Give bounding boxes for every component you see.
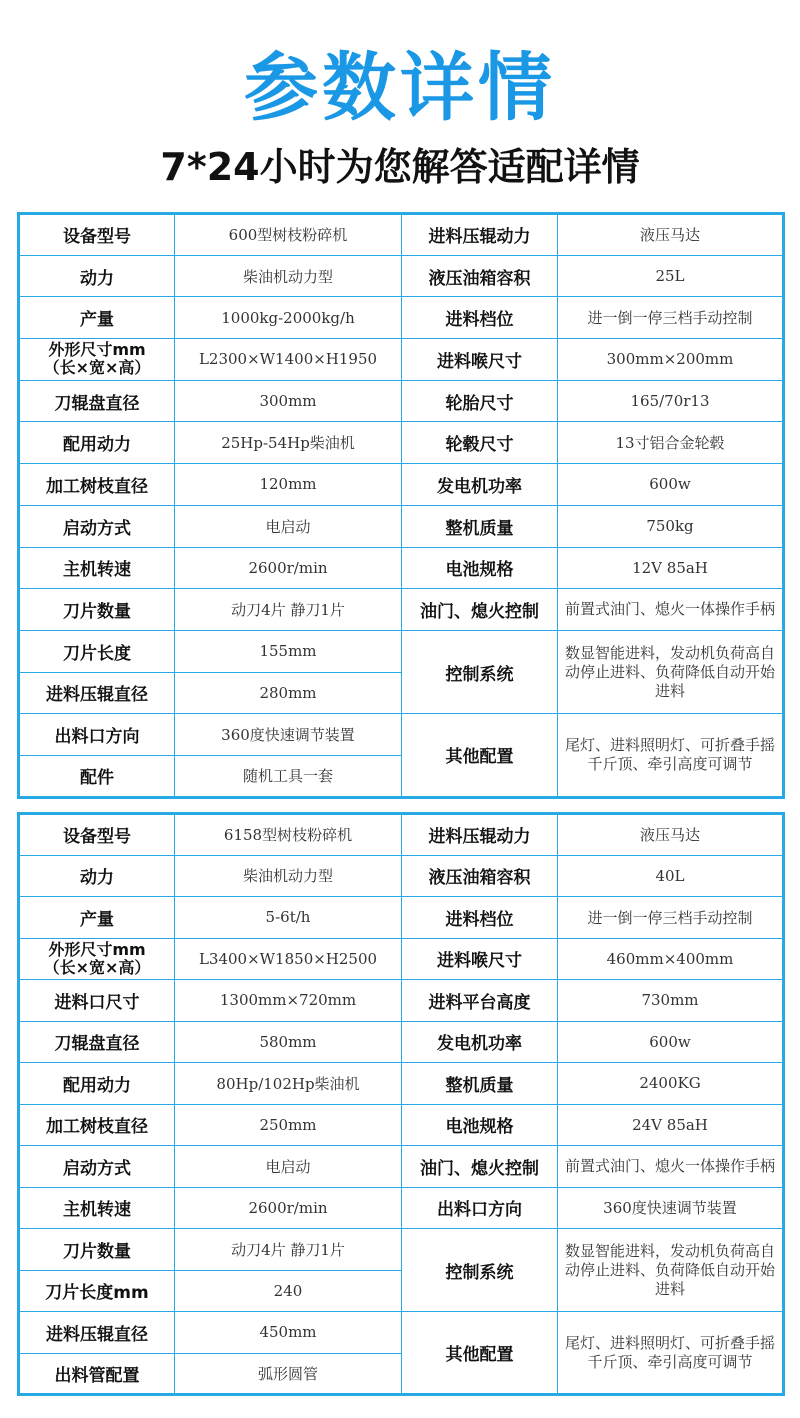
page-title: 参数详情: [244, 45, 556, 131]
spec-value: 24V 85aH: [558, 1104, 784, 1146]
spec-value: 进一倒一停三档手动控制: [558, 897, 784, 939]
spec-label: 发电机功率: [402, 464, 558, 506]
spec-label: 外形尺寸mm （长×宽×高）: [19, 339, 175, 381]
spec-label: 刀片长度: [19, 630, 175, 672]
spec-value: 80Hp/102Hp柴油机: [175, 1063, 402, 1105]
spec-value: 弧形圆管: [175, 1353, 402, 1395]
spec-label: 启动方式: [19, 505, 175, 547]
spec-label: 设备型号: [19, 814, 175, 856]
spec-label: 液压油箱容积: [402, 255, 558, 297]
spec-label: 进料压辊动力: [402, 214, 558, 256]
spec-label: 刀片数量: [19, 589, 175, 631]
spec-label: 进料喉尺寸: [402, 339, 558, 381]
spec-value: 随机工具一套: [175, 755, 402, 797]
table-row: [19, 464, 784, 506]
spec-label: 其他配置: [402, 714, 558, 797]
spec-value: 液压马达: [558, 814, 784, 856]
spec-value: 600型树枝粉碎机: [175, 214, 402, 256]
spec-label: 控制系统: [402, 1229, 558, 1312]
spec-value: 25L: [558, 255, 784, 297]
spec-value: 750kg: [558, 505, 784, 547]
spec-value: L2300×W1400×H1950: [175, 339, 402, 381]
spec-label: 产量: [19, 897, 175, 939]
spec-table-6158: [17, 812, 785, 1396]
spec-label: 液压油箱容积: [402, 855, 558, 897]
spec-value: 尾灯、进料照明灯、可折叠手摇千斤顶、牵引高度可调节: [558, 1312, 784, 1395]
table-row: [19, 589, 784, 631]
table-row: [19, 339, 784, 381]
spec-label: 产量: [19, 297, 175, 339]
spec-value: 1000kg-2000kg/h: [175, 297, 402, 339]
spec-label: 外形尺寸mm （长×宽×高）: [19, 938, 175, 980]
spec-label: 刀片数量: [19, 1229, 175, 1271]
spec-label: 轮胎尺寸: [402, 380, 558, 422]
spec-value: 5-6t/h: [175, 897, 402, 939]
spec-label: 其他配置: [402, 1312, 558, 1395]
spec-label: 刀辊盘直径: [19, 1021, 175, 1063]
spec-value: 电启动: [175, 505, 402, 547]
spec-label: 出料管配置: [19, 1353, 175, 1395]
spec-label: 油门、熄火控制: [402, 1146, 558, 1188]
spec-label: 进料平台高度: [402, 980, 558, 1022]
spec-value: 360度快速调节装置: [175, 714, 402, 756]
spec-label: 油门、熄火控制: [402, 589, 558, 631]
spec-label: 设备型号: [19, 214, 175, 256]
table-row: [19, 547, 784, 589]
spec-label: 进料口尺寸: [19, 980, 175, 1022]
spec-value: 6158型树枝粉碎机: [175, 814, 402, 856]
spec-value: 1300mm×720mm: [175, 980, 402, 1022]
spec-value: 柴油机动力型: [175, 255, 402, 297]
spec-value: 柴油机动力型: [175, 855, 402, 897]
spec-value: 280mm: [175, 672, 402, 714]
spec-label: 整机质量: [402, 1063, 558, 1105]
page-subtitle: 7*24小时为您解答适配详情: [160, 145, 640, 189]
spec-value: L3400×W1850×H2500: [175, 938, 402, 980]
table-row: [19, 1146, 784, 1188]
spec-label: 配用动力: [19, 1063, 175, 1105]
spec-label: 电池规格: [402, 547, 558, 589]
spec-label: 轮毂尺寸: [402, 422, 558, 464]
spec-value: 240: [175, 1270, 402, 1312]
spec-value: 40L: [558, 855, 784, 897]
spec-value: 360度快速调节装置: [558, 1187, 784, 1229]
spec-value: 580mm: [175, 1021, 402, 1063]
table-row: [19, 422, 784, 464]
spec-label: 进料压辊动力: [402, 814, 558, 856]
spec-value: 进一倒一停三档手动控制: [558, 297, 784, 339]
spec-value: 2600r/min: [175, 1187, 402, 1229]
spec-label: 整机质量: [402, 505, 558, 547]
table-row: [19, 255, 784, 297]
table-row: [19, 1063, 784, 1105]
spec-value: 前置式油门、熄火一体操作手柄: [558, 589, 784, 631]
spec-value: 460mm×400mm: [558, 938, 784, 980]
spec-label: 进料喉尺寸: [402, 938, 558, 980]
spec-value: 300mm×200mm: [558, 339, 784, 381]
spec-label: 加工树枝直径: [19, 1104, 175, 1146]
table-row: [19, 297, 784, 339]
table-row: [19, 1021, 784, 1063]
spec-label: 动力: [19, 855, 175, 897]
spec-label: 动力: [19, 255, 175, 297]
table-row: [19, 897, 784, 939]
spec-label: 配用动力: [19, 422, 175, 464]
spec-value: 液压马达: [558, 214, 784, 256]
spec-value: 730mm: [558, 980, 784, 1022]
spec-label: 启动方式: [19, 1146, 175, 1188]
spec-label: 刀辊盘直径: [19, 380, 175, 422]
spec-value: 300mm: [175, 380, 402, 422]
table-row: [19, 1187, 784, 1229]
spec-value: 电启动: [175, 1146, 402, 1188]
spec-label: 主机转速: [19, 547, 175, 589]
table-row: [19, 1229, 784, 1271]
spec-label: 加工树枝直径: [19, 464, 175, 506]
spec-value: 动刀4片 静刀1片: [175, 1229, 402, 1271]
spec-label: 电池规格: [402, 1104, 558, 1146]
spec-value: 155mm: [175, 630, 402, 672]
spec-value: 12V 85aH: [558, 547, 784, 589]
spec-label: 出料口方向: [402, 1187, 558, 1229]
spec-value: 120mm: [175, 464, 402, 506]
table-row: [19, 630, 784, 672]
table-row: [19, 938, 784, 980]
spec-value: 尾灯、进料照明灯、可折叠手摇千斤顶、牵引高度可调节: [558, 714, 784, 797]
spec-value: 165/70r13: [558, 380, 784, 422]
spec-label: 控制系统: [402, 630, 558, 713]
table-row: [19, 505, 784, 547]
spec-value: 25Hp-54Hp柴油机: [175, 422, 402, 464]
table-row: [19, 855, 784, 897]
spec-label: 出料口方向: [19, 714, 175, 756]
table-row: [19, 980, 784, 1022]
spec-value: 前置式油门、熄火一体操作手柄: [558, 1146, 784, 1188]
spec-label: 进料压辊直径: [19, 672, 175, 714]
spec-value: 600w: [558, 1021, 784, 1063]
spec-label: 进料档位: [402, 297, 558, 339]
table-row: [19, 1312, 784, 1354]
spec-table-600: [17, 212, 785, 799]
spec-label: 配件: [19, 755, 175, 797]
table-row: [19, 714, 784, 756]
spec-value: 250mm: [175, 1104, 402, 1146]
table-row: [19, 814, 784, 856]
table-row: [19, 214, 784, 256]
spec-value: 13寸铝合金轮毂: [558, 422, 784, 464]
spec-label: 进料压辊直径: [19, 1312, 175, 1354]
spec-value: 600w: [558, 464, 784, 506]
spec-label: 发电机功率: [402, 1021, 558, 1063]
spec-value: 2400KG: [558, 1063, 784, 1105]
spec-value: 数显智能进料，发动机负荷高自动停止进料、负荷降低自动开始进料: [558, 1229, 784, 1312]
spec-value: 450mm: [175, 1312, 402, 1354]
spec-label: 进料档位: [402, 897, 558, 939]
table-row: [19, 1104, 784, 1146]
spec-value: 数显智能进料，发动机负荷高自动停止进料、负荷降低自动开始进料: [558, 630, 784, 713]
table-row: [19, 380, 784, 422]
spec-label: 主机转速: [19, 1187, 175, 1229]
spec-value: 2600r/min: [175, 547, 402, 589]
spec-value: 动刀4片 静刀1片: [175, 589, 402, 631]
spec-label: 刀片长度mm: [19, 1270, 175, 1312]
